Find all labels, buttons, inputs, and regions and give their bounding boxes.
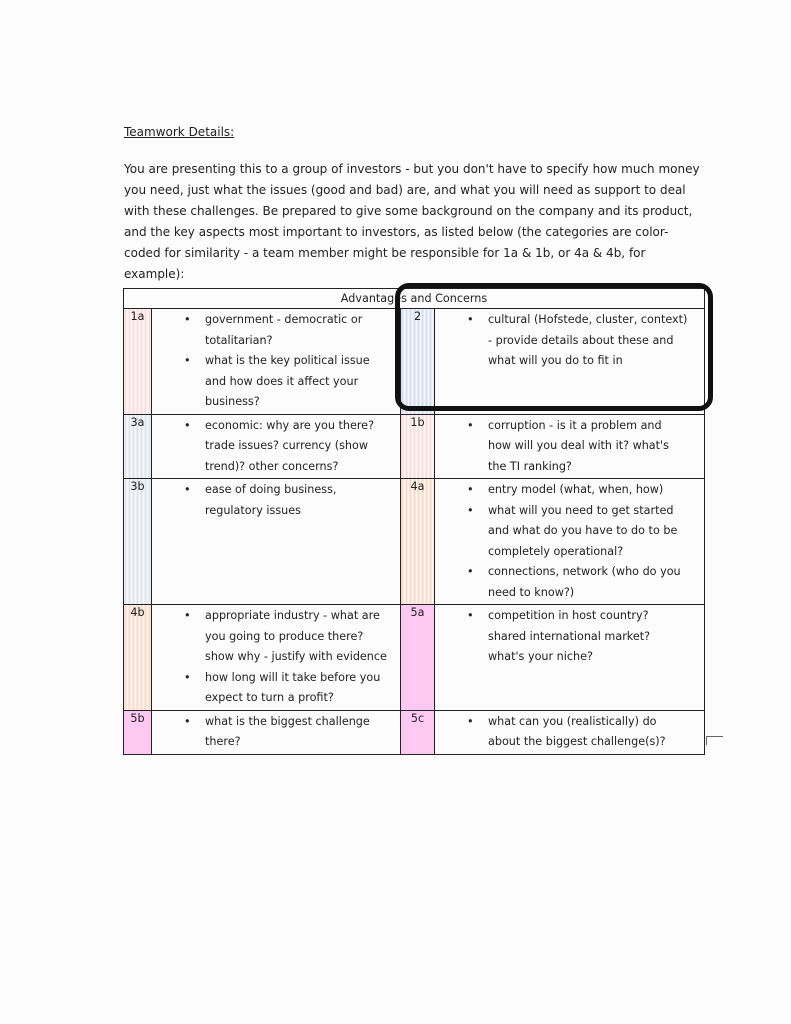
list-item-continuation: show why - justify with evidence (205, 650, 387, 663)
list-item: • what is the key political issue (152, 351, 394, 372)
list-item: • what is the biggest challenge (152, 712, 394, 733)
list-item-continuation: - provide details about these and (488, 333, 674, 347)
list-item: • cultural (Hofstede, cluster, context) (435, 310, 698, 331)
intro-line: example): (124, 267, 185, 281)
category-code: 5c (401, 710, 435, 754)
list-item-continuation: and how does it affect your (205, 374, 359, 388)
table-end-mark (706, 736, 723, 745)
list-item: • connections, network (who do you (435, 562, 698, 583)
category-content (152, 479, 401, 605)
category-code: 4b (124, 605, 152, 711)
list-item: • government - democratic or (152, 310, 394, 331)
list-item: • what can you (realistically) do (435, 712, 698, 733)
intro-line: and the key aspects most important to investors, as listed below (the categories are color- (124, 225, 669, 239)
category-content (152, 309, 401, 415)
table-row (124, 710, 705, 754)
table-row (124, 414, 705, 479)
list-item: • what will you need to get started (435, 501, 698, 522)
highlight-box (395, 283, 713, 411)
category-code: 5b (124, 710, 152, 754)
list-item: • competition in host country? (435, 606, 698, 627)
list-item: • entry model (what, when, how) (435, 480, 698, 501)
category-content (435, 605, 705, 711)
intro-line: coded for similarity - a team member might be responsible for 1a & 1b, or 4a & 4b, for (124, 246, 646, 260)
table-row (124, 479, 705, 605)
category-content (435, 479, 705, 605)
list-item: • how long will it take before you (152, 668, 394, 689)
category-code: 3a (124, 414, 152, 479)
category-content (435, 414, 705, 479)
list-item: • ease of doing business, (152, 480, 394, 501)
category-code: 2 (401, 309, 435, 415)
list-item: • corruption - is it a problem and (435, 416, 698, 437)
category-content (435, 710, 705, 754)
table-row (124, 605, 705, 711)
category-content (152, 414, 401, 479)
list-item-continuation: totalitarian? (205, 333, 273, 347)
list-item-continuation: and what do you have to do to be (488, 524, 678, 537)
page-title: Teamwork Details: (124, 125, 235, 139)
list-item-continuation: shared international market? (488, 629, 651, 643)
list-item: • appropriate industry - what are (152, 606, 394, 627)
intro-paragraph (124, 159, 724, 285)
category-code: 1b (401, 414, 435, 479)
list-item: • economic: why are you there? (152, 416, 394, 437)
list-item-continuation: what's your niche? (488, 650, 593, 663)
list-item-continuation: regulatory issues (205, 503, 301, 517)
category-content (152, 605, 401, 711)
category-code: 4a (401, 479, 435, 605)
list-item-continuation: about the biggest challenge(s)? (488, 735, 666, 748)
list-item-continuation: expect to turn a profit? (205, 691, 334, 704)
list-item-continuation: you going to produce there? (205, 629, 364, 643)
list-item-continuation: how will you deal with it? what's (488, 439, 669, 452)
list-item-continuation: what will you do to fit in (488, 354, 623, 367)
list-item-continuation: the TI ranking? (488, 459, 572, 473)
list-item-continuation: business? (205, 395, 260, 408)
table-header: Advantages and Concerns (124, 289, 705, 309)
category-code: 3b (124, 479, 152, 605)
list-item-continuation: there? (205, 735, 241, 748)
intro-line: You are presenting this to a group of investors - but you don't have to specify how much money (124, 162, 700, 176)
category-code: 1a (124, 309, 152, 415)
list-item-continuation: trade issues? currency (show (205, 439, 369, 452)
list-item-continuation: need to know?) (488, 585, 575, 599)
list-item-continuation: trend)? other concerns? (205, 459, 339, 473)
list-item-continuation: completely operational? (488, 544, 624, 558)
intro-line: you need, just what the issues (good and bad) are, and what you will need as support to deal (124, 183, 686, 197)
category-code: 5a (401, 605, 435, 711)
intro-line: with these challenges. Be prepared to give some background on the company and its product, (124, 204, 693, 218)
category-content (152, 710, 401, 754)
